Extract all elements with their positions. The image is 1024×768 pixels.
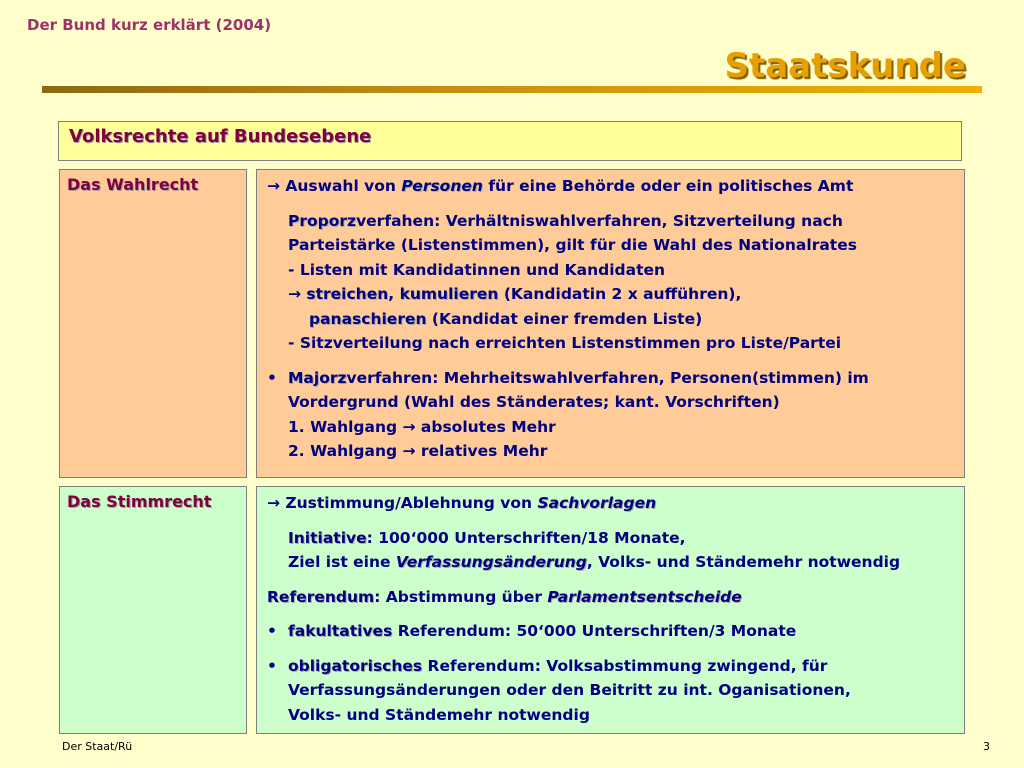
- text: → Auswahl von: [267, 177, 402, 195]
- emphasis: Sachvorlagen: [537, 494, 657, 512]
- emphasis: Verfassungsänderung: [395, 553, 587, 571]
- emphasis: fakultatives: [288, 622, 393, 640]
- emphasis: Parlamentsentscheide: [547, 587, 742, 606]
- text: : Abstimmung über: [374, 587, 548, 606]
- text: : 100‘000 Unterschriften/18 Monate,: [366, 528, 686, 547]
- text: verfahen: Verhältniswahlverfahren, Sitzverteilung nach: [356, 211, 843, 230]
- text: verfahren: Mehrheitswahlverfahren, Personen(stimmen) im: [346, 368, 869, 387]
- stimmrecht-line-1: [267, 491, 958, 516]
- emphasis: kumulieren: [399, 285, 499, 303]
- section-title: Volksrechte auf Bundesebene: [69, 126, 372, 147]
- slide-title: Staatskunde: [724, 46, 966, 86]
- emphasis: streichen: [306, 285, 389, 303]
- title-underline: [42, 86, 982, 93]
- wahlrecht-line-4: - Listen mit Kandidatinnen und Kandidaten: [288, 260, 666, 279]
- text: → Zustimmung/Ablehnung von: [267, 494, 538, 512]
- text: Referendum: Volksabstimmung zwingend, für: [422, 656, 828, 675]
- bullet-icon: •: [267, 656, 277, 675]
- stimmrecht-label: Das Stimmrecht: [67, 492, 212, 511]
- wahlrecht-line-5: [267, 282, 958, 307]
- section-header: [58, 121, 962, 161]
- bullet-icon: •: [267, 368, 277, 387]
- emphasis: panaschieren: [309, 309, 427, 328]
- wahlrecht-line-10: 1. Wahlgang → absolutes Mehr: [288, 417, 556, 436]
- stimmrecht-line-3: [267, 550, 958, 575]
- bullet-icon: •: [267, 622, 277, 640]
- wahlrecht-label: Das Wahlrecht: [67, 175, 199, 194]
- page-number: 3: [983, 740, 990, 753]
- stimmrecht-line-4: [267, 585, 958, 610]
- wahlrecht-line-11: 2. Wahlgang → relatives Mehr: [288, 442, 548, 460]
- wahlrecht-label-box: [59, 169, 247, 478]
- emphasis: Majorz: [288, 368, 347, 387]
- text: für eine Behörde oder ein politisches Amt: [482, 177, 854, 195]
- text: Ziel ist eine: [288, 553, 396, 571]
- presentation-label: Der Bund kurz erklärt (2004): [27, 16, 272, 34]
- emphasis: Referendum: [267, 587, 375, 606]
- wahlrecht-line-1: [267, 174, 958, 199]
- text: ,: [388, 285, 400, 303]
- text: (Kandidatin 2 x aufführen),: [498, 285, 742, 303]
- wahlrecht-line-9: Vordergrund (Wahl des Ständerates; kant. Vorschriften): [288, 393, 780, 411]
- wahlrecht-line-6: [267, 307, 958, 332]
- stimmrecht-line-5: [267, 619, 958, 644]
- text: , Volks- und Ständemehr notwendig: [586, 553, 901, 571]
- stimmrecht-line-2: [267, 526, 958, 551]
- stimmrecht-content-box: [256, 486, 965, 734]
- text: Referendum: 50‘000 Unterschriften/3 Monate: [392, 622, 797, 640]
- wahlrecht-line-7: - Sitzverteilung nach erreichten Listenstimmen pro Liste/Partei: [288, 334, 842, 352]
- stimmrecht-label-box: [59, 486, 247, 734]
- footer-label: Der Staat/Rü: [62, 740, 133, 753]
- emphasis: obligatorisches: [288, 656, 423, 675]
- emphasis: Initiative: [288, 528, 367, 547]
- wahlrecht-line-2: [267, 209, 958, 234]
- wahlrecht-text: [267, 174, 958, 464]
- stimmrecht-line-7: Verfassungsänderungen oder den Beitritt zu int. Oganisationen,: [288, 681, 851, 699]
- wahlrecht-line-3: Parteistärke (Listenstimmen), gilt für die Wahl des Nationalrates: [288, 236, 857, 254]
- wahlrecht-line-8: [267, 366, 958, 391]
- emphasis: Personen: [401, 177, 483, 195]
- stimmrecht-line-6: [267, 654, 958, 679]
- emphasis: Proporz: [288, 211, 357, 230]
- text: →: [288, 285, 307, 303]
- wahlrecht-content-box: [256, 169, 965, 478]
- text: (Kandidat einer fremden Liste): [426, 309, 703, 328]
- stimmrecht-text: [267, 491, 958, 727]
- stimmrecht-line-8: Volks- und Ständemehr notwendig: [288, 705, 590, 724]
